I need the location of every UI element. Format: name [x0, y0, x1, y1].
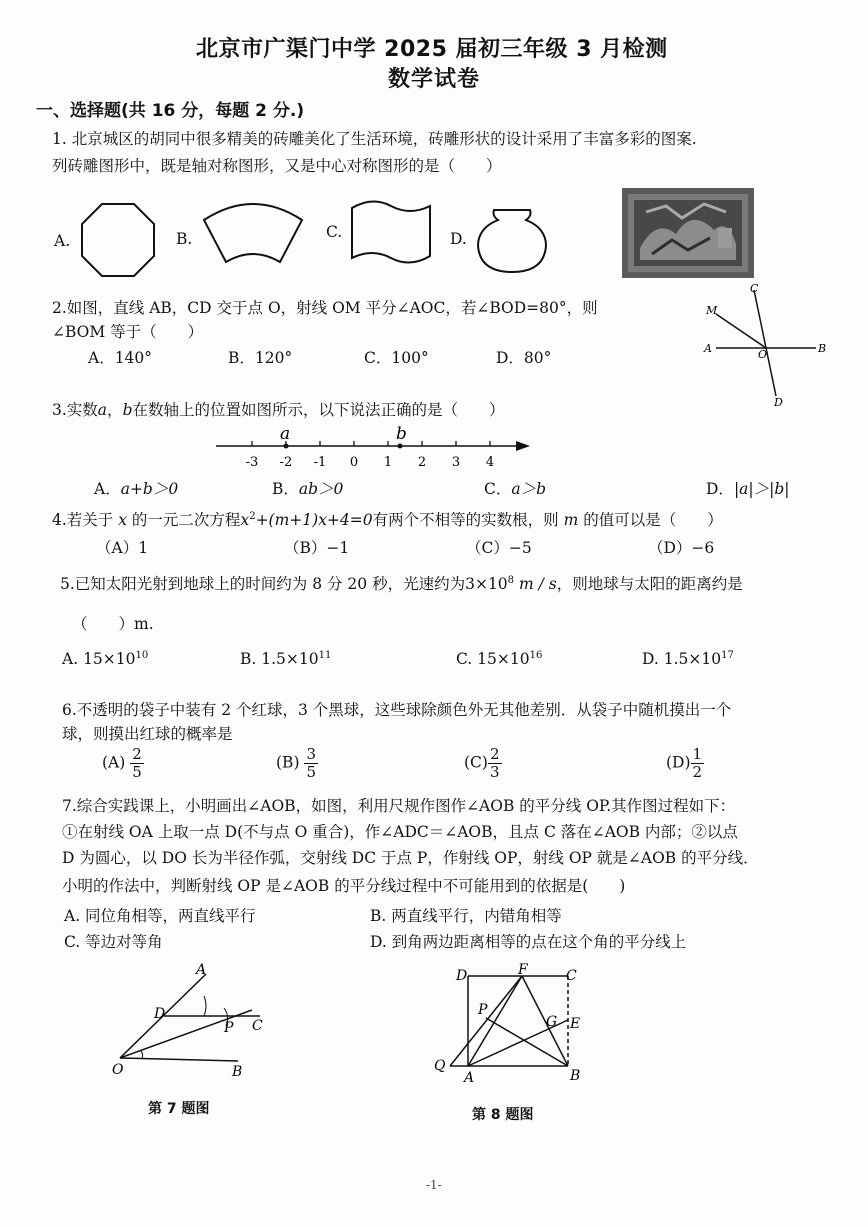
page-number: -1- — [426, 1178, 442, 1192]
q7-option-a: A. 同位角相等，两直线平行 — [64, 907, 256, 925]
q2-figure — [696, 280, 836, 412]
brick-carving-photo — [622, 188, 754, 278]
number-line-tick-label: 4 — [485, 455, 495, 470]
fig8-label-c: C — [566, 968, 577, 984]
exam-title: 北京市广渠门中学 2025 届初三年级 3 月检测 — [196, 37, 668, 62]
q5-option-c: C. $15\times 10^{16}$ — [456, 650, 543, 669]
q6-line2: 球，则摸出红球的概率是 — [62, 725, 233, 743]
number-line-tick-label: -1 — [313, 455, 327, 470]
number-line-tick-label: -3 — [245, 455, 259, 470]
figure-7 — [104, 960, 284, 1090]
q2-label-d: D — [774, 396, 783, 409]
q4-option-b: （B）−1 — [284, 539, 350, 557]
q1-option-d-label: D. — [450, 230, 467, 248]
fig7-label-d: D — [154, 1006, 166, 1022]
fig7-label-b: B — [232, 1064, 243, 1080]
q2-option-a: A．140° — [88, 349, 153, 367]
q6-option-d: (D) $\frac{1}{2}$ — [666, 745, 703, 781]
q1-option-a-label: A. — [54, 232, 71, 250]
number-line-tick-label: 3 — [451, 455, 461, 470]
wave-flag-shape — [346, 194, 436, 274]
q2-line2: ∠BOM 等于（ ） — [52, 323, 204, 341]
fig8-label-q: Q — [434, 1058, 446, 1074]
q5-line2: （ ）m. — [72, 615, 154, 633]
q4-option-c: （C）−5 — [466, 539, 532, 557]
number-line-tick-label: -2 — [279, 455, 293, 470]
number-line — [210, 422, 540, 476]
q6-option-c: (C) $\frac{2}{3}$ — [464, 745, 500, 781]
section-heading: 一、选择题(共 16 分，每题 2 分.) — [36, 101, 305, 121]
vase-shape — [472, 204, 552, 276]
number-line-tick-label: 0 — [349, 455, 359, 470]
number-line-point-a: a — [280, 424, 291, 444]
q7-option-c: C. 等边对等角 — [64, 933, 163, 951]
q5-stem: 5.已知太阳光射到地球上的时间约为 8 分 20 秒，光速约为$3\times 10^8$ m / s，则地球与太阳的距离约是 — [60, 574, 743, 593]
number-line-point-b: b — [396, 424, 407, 444]
q2-option-d: D．80° — [496, 349, 552, 367]
fig8-label-e: E — [570, 1016, 581, 1032]
fig7-label-a: A — [196, 962, 207, 978]
q4-stem: 4.若关于 x 的一元二次方程$x^2+(m+1)x+4=0$有两个不相等的实数根，则 m 的值可以是（ ） — [52, 510, 723, 529]
q1-option-b-label: B. — [176, 230, 193, 248]
fig8-label-d: D — [456, 968, 468, 984]
q1-option-c-label: C. — [326, 223, 343, 241]
q5-option-a: A. $15\times 10^{10}$ — [62, 650, 149, 669]
q2-line1: 2.如图，直线 AB，CD 交于点 O，射线 OM 平分∠AOC，若∠BOD=80°，则 — [52, 299, 598, 317]
q1-line1: 1. 北京城区的胡同中很多精美的砖雕美化了生活环境，砖雕形状的设计采用了丰富多彩的图案. — [52, 130, 697, 148]
q4-option-d: （D）−6 — [648, 539, 715, 557]
fig8-label-g: G — [546, 1014, 558, 1030]
q7-line4: 小明的作法中，判断射线 OP 是∠AOB 的平分线过程中不可能用到的依据是( ) — [62, 877, 626, 895]
fig7-label-c: C — [252, 1018, 263, 1034]
q3-option-c: C．a＞b — [484, 480, 547, 498]
q3-option-b: B．ab＞0 — [272, 480, 344, 498]
q2-label-c: C — [750, 282, 759, 295]
q3-stem: 3.实数a，b在数轴上的位置如图所示，以下说法正确的是（ ） — [52, 401, 505, 419]
figure-7-caption: 第 7 题图 — [148, 1101, 210, 1117]
q6-option-a: (A) $\frac{2}{5}$ — [102, 745, 142, 781]
q7-line1: 7.综合实践课上，小明画出∠AOB，如图，利用尺规作图作∠AOB 的平分线 OP.其作图过程如下： — [62, 797, 736, 815]
q7-line2: ①在射线 OA 上取一点 D(不与点 O 重合)，作∠ADC＝∠AOB，且点 C 落在∠AOB 内部；②以点 — [62, 823, 738, 841]
octagon-shape — [78, 200, 158, 280]
q2-label-m: M — [706, 304, 718, 317]
q3-option-d: D．|a|＞|b| — [706, 480, 790, 498]
q2-option-c: C．100° — [364, 349, 429, 367]
q7-option-d: D. 到角两边距离相等的点在这个角的平分线上 — [370, 933, 687, 951]
fig8-label-b: B — [570, 1068, 581, 1084]
fig7-label-p: P — [224, 1020, 234, 1036]
figure-8-caption: 第 8 题图 — [472, 1107, 534, 1123]
q2-label-b: B — [818, 342, 827, 355]
q2-label-a: A — [704, 342, 712, 355]
q7-line3: D 为圆心，以 DO 长为半径作弧，交射线 DC 于点 P，作射线 OP，射线 OP 就是∠AOB 的平分线． — [62, 849, 759, 867]
q1-line2: 列砖雕图形中，既是轴对称图形，又是中心对称图形的是（ ） — [52, 157, 502, 175]
fig7-label-o: O — [112, 1062, 124, 1078]
q5-option-b: B. $1.5\times 10^{11}$ — [240, 650, 332, 669]
q5-option-d: D. $1.5\times 10^{17}$ — [642, 650, 734, 669]
fig8-label-f: F — [518, 962, 528, 978]
q6-option-b: (B) $\frac{3}{5}$ — [276, 745, 316, 781]
q7-option-b: B. 两直线平行，内错角相等 — [370, 907, 562, 925]
q3-option-a: A．a+b＞0 — [94, 480, 179, 498]
exam-subtitle: 数学试卷 — [388, 67, 481, 92]
fig8-label-a: A — [464, 1070, 475, 1086]
q6-line1: 6.不透明的袋子中装有 2 个红球，3 个黑球，这些球除颜色外无其他差别．从袋子中随机摸出一个 — [62, 701, 732, 719]
q4-option-a: （A）1 — [96, 539, 149, 557]
fan-shape — [198, 190, 308, 270]
q2-label-o: O — [758, 348, 768, 361]
figure-8 — [420, 960, 600, 1090]
fig8-label-p: P — [478, 1002, 488, 1018]
number-line-tick-label: 2 — [417, 455, 427, 470]
number-line-tick-label: 1 — [383, 455, 393, 470]
q2-option-b: B．120° — [228, 349, 293, 367]
